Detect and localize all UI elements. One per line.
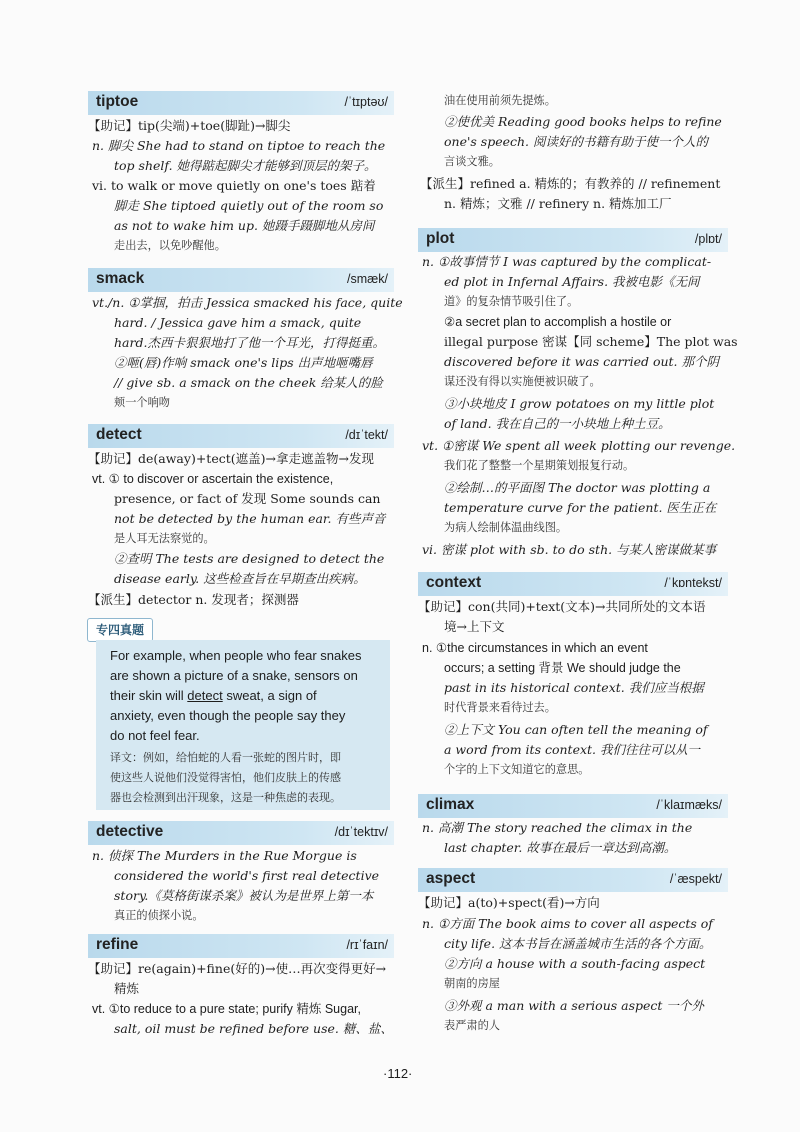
entry-header-smack: [88, 268, 394, 292]
entry-line: 【助记】a(to)+spect(看)→方向: [418, 895, 600, 910]
entry-line: vt./n. ①掌掴，拍击 Jessica smacked his face, quite: [92, 295, 403, 310]
entry-line: 为病人绘制体温曲线图。: [444, 521, 568, 534]
entry-line: vi. to walk or move quietly on one's toes 踮着: [92, 178, 376, 193]
entry-line: a word from its context. 我们往往可以从一: [444, 742, 700, 757]
exam-line: 使这些人说他们没觉得害怕，他们皮肤上的传感: [110, 771, 341, 784]
phonetic: /plɒt/: [694, 232, 722, 246]
headword: refine: [96, 936, 139, 953]
headword: smack: [96, 270, 145, 287]
phonetic: /dɪˈtektɪv/: [334, 825, 388, 839]
entry-line: ed plot in Infernal Affairs. 我被电影《无间: [444, 274, 700, 289]
entry-line: 油在使用前须先提炼。: [444, 94, 556, 107]
exam-line: anxiety, even though the people say they: [110, 708, 346, 723]
headword: context: [426, 574, 482, 591]
phonetic: /ˈkɒntekst/: [664, 576, 722, 590]
entry-line: 脚走 She tiptoed quietly out of the room so: [114, 198, 384, 213]
entry-line: 个字的上下文知道它的意思。: [444, 763, 590, 776]
entry-line: ②a secret plan to accomplish a hostile or: [444, 315, 672, 329]
entry-line: considered the world's first real detective: [114, 868, 380, 883]
exam-box: [96, 640, 390, 810]
exam-line: [110, 686, 317, 706]
entry-header-refine: [88, 934, 394, 958]
entry-line: 谋还没有得以实施便被识破了。: [444, 375, 601, 388]
entry-line: not be detected by the human ear. 有些声音: [114, 511, 386, 526]
entry-line: 道》的复杂情节吸引住了。: [444, 295, 579, 308]
entry-line: occurs; a setting 背景 We should judge the: [444, 661, 681, 675]
entry-line: ③小块地皮 I grow potatoes on my little plot: [444, 396, 715, 411]
exam-line: do not feel fear.: [110, 728, 200, 743]
entry-line: one's speech. 阅读好的书籍有助于使一个人的: [444, 134, 709, 149]
entry-header-aspect: [418, 868, 728, 892]
entry-line: n. 高潮 The story reached the climax in the: [422, 820, 693, 835]
entry-line: n. ①故事情节 I was captured by the complicat-: [422, 254, 712, 269]
headword: plot: [426, 230, 455, 247]
entry-line: n. 侦探 The Murders in the Rue Morgue is: [92, 848, 357, 863]
entry-line: illegal purpose 密谋【同 scheme】The plot was: [444, 334, 738, 349]
exam-label: 专四真题: [87, 618, 153, 642]
entry-line: temperature curve for the patient. 医生正在: [444, 500, 717, 515]
entry-line: 【助记】con(共同)+text(文本)→共同所处的文本语: [418, 599, 706, 614]
entry-line: 真正的侦探小说。: [114, 909, 204, 922]
entry-header-plot: [418, 228, 728, 252]
entry-line: top shelf. 她得踮起脚尖才能够到顶层的架子。: [114, 158, 377, 173]
headword: aspect: [426, 870, 476, 887]
exam-line: 译文：例如，给怕蛇的人看一张蛇的图片时，即: [110, 751, 341, 764]
entry-header-tiptoe: [88, 91, 394, 115]
entry-line: past in its historical context. 我们应当根据: [444, 680, 704, 695]
phonetic: /ˈklaɪmæks/: [656, 798, 722, 812]
exam-line: 器也会检测到出汗现象，这是一种焦虑的表现。: [110, 791, 341, 804]
entry-line: ②使优美 Reading good books helps to refine: [444, 114, 722, 129]
entry-line: // give sb. a smack on the cheek 给某人的脸: [114, 375, 383, 390]
entry-line: ②绘制…的平面图 The doctor was plotting a: [444, 480, 711, 495]
headword: detect: [96, 426, 142, 443]
entry-line: ②查明 The tests are designed to detect the: [114, 551, 385, 566]
entry-line: 【派生】detector n. 发现者；探测器: [88, 592, 299, 607]
entry-line: vt. ①密谋 We spent all week plotting our revenge.: [422, 438, 736, 453]
entry-line: n. ①方面 The book aims to cover all aspects of: [422, 916, 713, 931]
entry-line: hard. / Jessica gave him a smack, quite: [114, 315, 362, 330]
entry-line: vt. ① to discover or ascertain the existence,: [92, 472, 334, 486]
entry-line: n. ①the circumstances in which an event: [422, 641, 648, 655]
headword: climax: [426, 796, 475, 813]
entry-line: 是人耳无法察觉的。: [114, 532, 215, 545]
phonetic: /smæk/: [347, 272, 388, 286]
entry-line: vi. 密谋 plot with sb. to do sth. 与某人密谋做某事: [422, 542, 717, 557]
phonetic: /rɪˈfaɪn/: [346, 938, 388, 952]
entry-line: disease early. 这些检查旨在早期查出疾病。: [114, 571, 366, 586]
entry-line: 精炼: [114, 981, 140, 996]
exam-text: sweat, a sign of: [222, 688, 317, 703]
entry-line: ②上下文 You can often tell the meaning of: [444, 722, 708, 737]
exam-text: their skin will: [110, 688, 188, 703]
entry-line: n. 精炼；文雅 // refinery n. 精炼加工厂: [444, 196, 672, 211]
entry-line: ②咂(唇)作响 smack one's lips 出声地咂嘴唇: [114, 355, 373, 370]
entry-line: 朝南的房屋: [444, 977, 500, 990]
entry-line: n. 脚尖 She had to stand on tiptoe to reach the: [92, 138, 386, 153]
entry-line: 时代背景来看待过去。: [444, 701, 556, 714]
entry-line: last chapter. 故事在最后一章达到高潮。: [444, 840, 677, 855]
entry-line: 【助记】tip(尖端)+toe(脚趾)→脚尖: [88, 118, 291, 133]
entry-line: hard.杰西卡狠狠地打了他一个耳光，打得挺重。: [114, 335, 385, 350]
entry-line: 走出去，以免吵醒他。: [114, 239, 226, 252]
entry-line: as not to wake him up. 她蹑手蹑脚地从房间: [114, 218, 375, 233]
entry-line: ②方向 a house with a south-facing aspect: [444, 956, 706, 971]
entry-header-detective: [88, 821, 394, 845]
entry-line: discovered before it was carried out. 那个阴: [444, 354, 720, 369]
headword: detective: [96, 823, 164, 840]
entry-line: presence, or fact of 发现 Some sounds can: [114, 491, 381, 506]
entry-line: 言谈文雅。: [444, 155, 500, 168]
phonetic: /ˈtɪptəʊ/: [344, 95, 388, 109]
entry-line: city life. 这本书旨在涵盖城市生活的各个方面。: [444, 936, 712, 951]
entry-line: of land. 我在自己的一小块地上种土豆。: [444, 416, 671, 431]
entry-line: 【派生】refined a. 精炼的；有教养的 // refinement: [420, 176, 721, 191]
phonetic: /dɪˈtekt/: [345, 428, 388, 442]
entry-header-detect: [88, 424, 394, 448]
exam-keyword: detect: [187, 688, 223, 703]
entry-line: vt. ①to reduce to a pure state; purify 精炼 Sugar,: [92, 1002, 361, 1016]
phonetic: /ˈæspekt/: [669, 872, 722, 886]
entry-header-context: [418, 572, 728, 596]
entry-line: 我们花了整整一个星期策划报复行动。: [444, 459, 635, 472]
entry-line: ③外观 a man with a serious aspect 一个外: [444, 998, 704, 1013]
headword: tiptoe: [96, 93, 139, 110]
entry-line: 境→上下文: [444, 619, 505, 634]
entry-line: 表严肃的人: [444, 1019, 500, 1032]
exam-line: are shown a picture of a snake, sensors on: [110, 668, 358, 683]
page-number: ·112·: [383, 1066, 413, 1081]
entry-line: 【助记】re(again)+fine(好的)→使…再次变得更好→: [88, 961, 387, 976]
entry-line: 【助记】de(away)+tect(遮盖)→拿走遮盖物→发现: [88, 451, 374, 466]
entry-line: salt, oil must be refined before use. 糖、盐、: [114, 1021, 393, 1036]
entry-line: 颊一个响吻: [114, 396, 170, 409]
entry-header-climax: [418, 794, 728, 818]
exam-line: For example, when people who fear snakes: [110, 648, 362, 663]
entry-line: story.《莫格街谋杀案》被认为是世界上第一本: [114, 888, 374, 903]
